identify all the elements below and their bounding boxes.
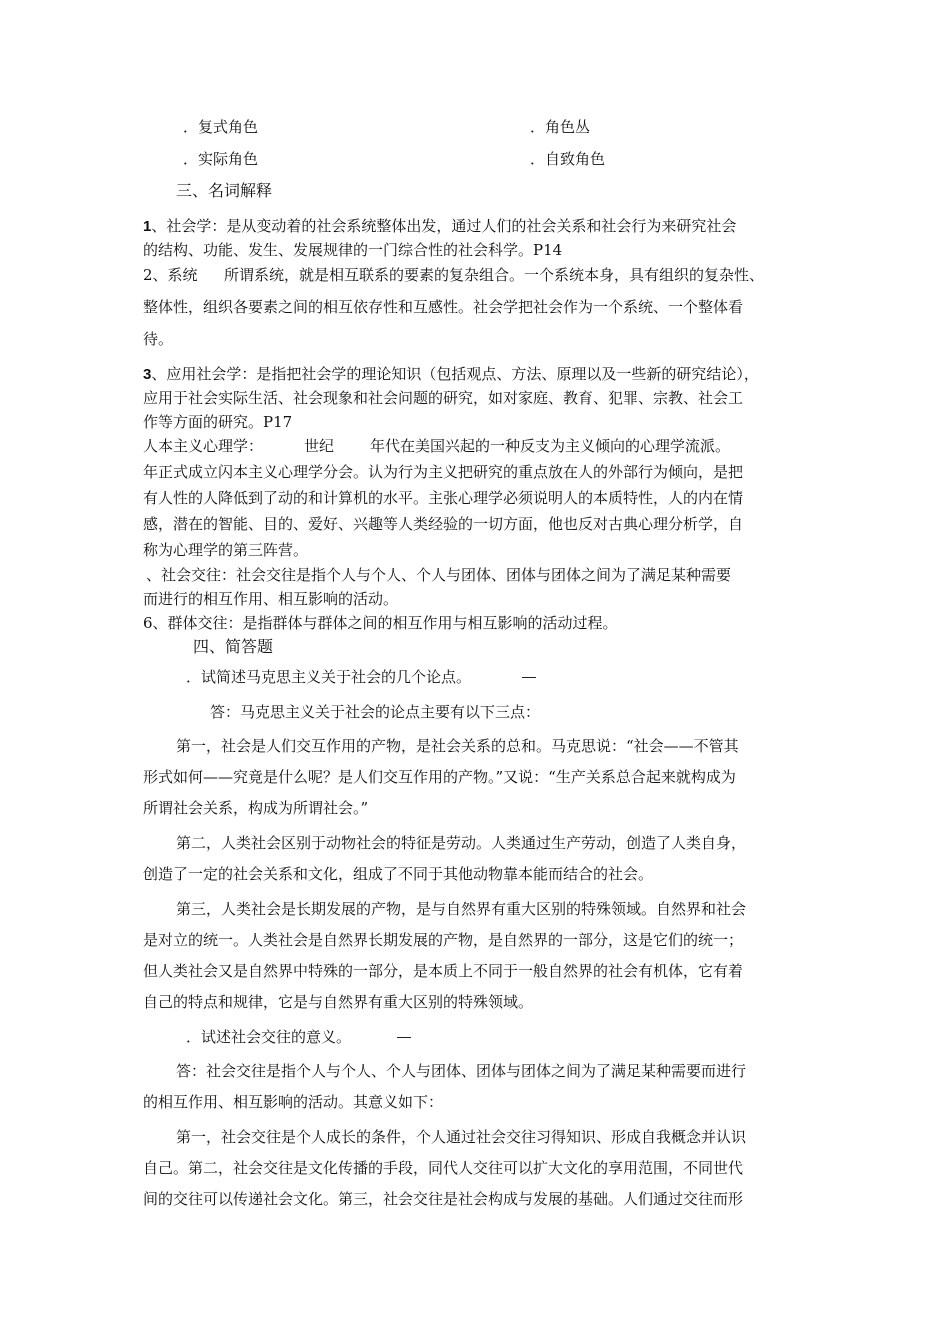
- q1-para-3-line-4: 自己的特点和规律，它是与自然界有重大区别的特殊领域。: [143, 993, 534, 1011]
- question-2: ．试述社会交往的意义。: [186, 1028, 352, 1046]
- term-4-label: 人本主义心理学：: [143, 437, 264, 455]
- section-title-short-answer: 四、简答题: [193, 637, 274, 656]
- term-4-century: 世纪: [304, 437, 335, 455]
- term-1-line-1: 1、社会学：是从变动着的社会系统整体出发，通过人们的社会关系和社会行为来研究社会: [143, 217, 737, 235]
- q1-para-3-line-1: 第三，人类社会是长期发展的产物，是与自然界有重大区别的特殊领域。自然界和社会: [176, 900, 747, 918]
- option-d: ．自致角色: [530, 150, 606, 168]
- term-3-line-2: 应用于社会实际生活、社会现象和社会问题的研究，如对家庭、教育、犯罪、宗教、社会工: [143, 389, 744, 407]
- term-4-line-4: 感，潜在的智能、目的、爱好、兴趣等人类经验的一切方面，他也反对古典心理分析学，自: [143, 515, 744, 533]
- term-5-line-2: 而进行的相互作用、相互影响的活动。: [143, 590, 399, 608]
- question-1-dash: [522, 677, 536, 678]
- term-4-line-1: 年代在美国兴起的一种反支为主义倾向的心理学流派。: [370, 437, 731, 455]
- q1-para-2-line-2: 创造了一定的社会关系和文化，组成了不同于其他动物靠本能而结合的社会。: [143, 865, 654, 883]
- question-1: ．试简述马克思主义关于社会的几个论点。: [186, 668, 472, 686]
- term-1-number: 1: [143, 218, 152, 235]
- term-4-line-3: 有人性的人降低到了动的和计算机的水平。主张心理学必须说明人的本质特性，人的内在情: [143, 489, 744, 507]
- term-2-label: 2、系统: [143, 266, 198, 284]
- option-a: ．复式角色: [183, 118, 259, 136]
- q2-para-1-line-3: 间的交往可以传递社会文化。第三，社会交往是社会构成与发展的基础。人们通过交往而形: [143, 1190, 744, 1208]
- term-2-line-1: 所谓系统，就是相互联系的要素的复杂组合。一个系统本身，具有组织的复杂性、: [224, 266, 765, 284]
- q1-para-1-line-1: 第一，社会是人们交互作用的产物，是社会关系的总和。马克思说：“社会——不管其: [176, 737, 739, 755]
- term-3-number: 3: [143, 366, 152, 383]
- q1-para-1-line-3: 所谓社会关系，构成为所谓社会。”: [143, 799, 369, 817]
- q2-para-1-line-2: 自己。第二，社会交往是文化传播的手段，同代人交往可以扩大文化的享用范围，不同世代: [143, 1159, 744, 1177]
- q2-para-1-line-1: 第一，社会交往是个人成长的条件，个人通过社会交往习得知识、形成自我概念并认识: [176, 1128, 747, 1146]
- term-5-line-1: 、社会交往：社会交往是指个人与个人、个人与团体、团体与团体之间为了满足某种需要: [146, 566, 732, 584]
- question-2-dash: [397, 1037, 411, 1038]
- term-2-line-2: 整体性，组织各要素之间的相互依存性和互感性。社会学把社会作为一个系统、一个整体看: [143, 298, 744, 316]
- section-title-terms: 三、名词解释: [176, 181, 273, 200]
- q1-para-3-line-2: 是对立的统一。人类社会是自然界长期发展的产物，是自然界的一部分，这是它们的统一；: [143, 931, 744, 949]
- q2-answer-line-1: 答：社会交往是指个人与个人、个人与团体、团体与团体之间为了满足某种需要而进行: [176, 1062, 747, 1080]
- term-3-line-1: 3、应用社会学：是指把社会学的理论知识（包括观点、方法、原理以及一些新的研究结论），: [143, 365, 759, 383]
- term-4-line-2: 年正式成立闪本主义心理学分会。认为行为主义把研究的重点放在人的外部行为倾向，是把: [143, 463, 744, 481]
- q1-para-2-line-1: 第二，人类社会区别于动物社会的特征是劳动。人类通过生产劳动，创造了人类自身，: [176, 834, 747, 852]
- term-6-line-1: 6、群体交往：是指群体与群体之间的相互作用与相互影响的活动过程。: [143, 614, 618, 632]
- question-1-answer-intro: 答：马克思主义关于社会的论点主要有以下三点：: [210, 703, 541, 721]
- q2-answer-line-2: 的相互作用、相互影响的活动。其意义如下：: [143, 1093, 444, 1111]
- q1-para-3-line-3: 但人类社会又是自然界中特殊的一部分，是本质上不同于一般自然界的社会有机体，它有着: [143, 962, 744, 980]
- term-2-line-3: 待。: [143, 330, 174, 348]
- option-b: ．角色丛: [530, 118, 591, 136]
- term-1-line-2: 的结构、功能、发生、发展规律的一门综合性的社会科学。P14: [143, 241, 563, 259]
- option-c: ．实际角色: [183, 150, 259, 168]
- q1-para-1-line-2: 形式如何——究竟是什么呢？是人们交互作用的产物。”又说：“生产关系总合起来就构成为: [143, 768, 736, 786]
- term-4-line-5: 称为心理学的第三阵营。: [143, 541, 309, 559]
- term-3-line-3: 作等方面的研究。P17: [143, 413, 293, 431]
